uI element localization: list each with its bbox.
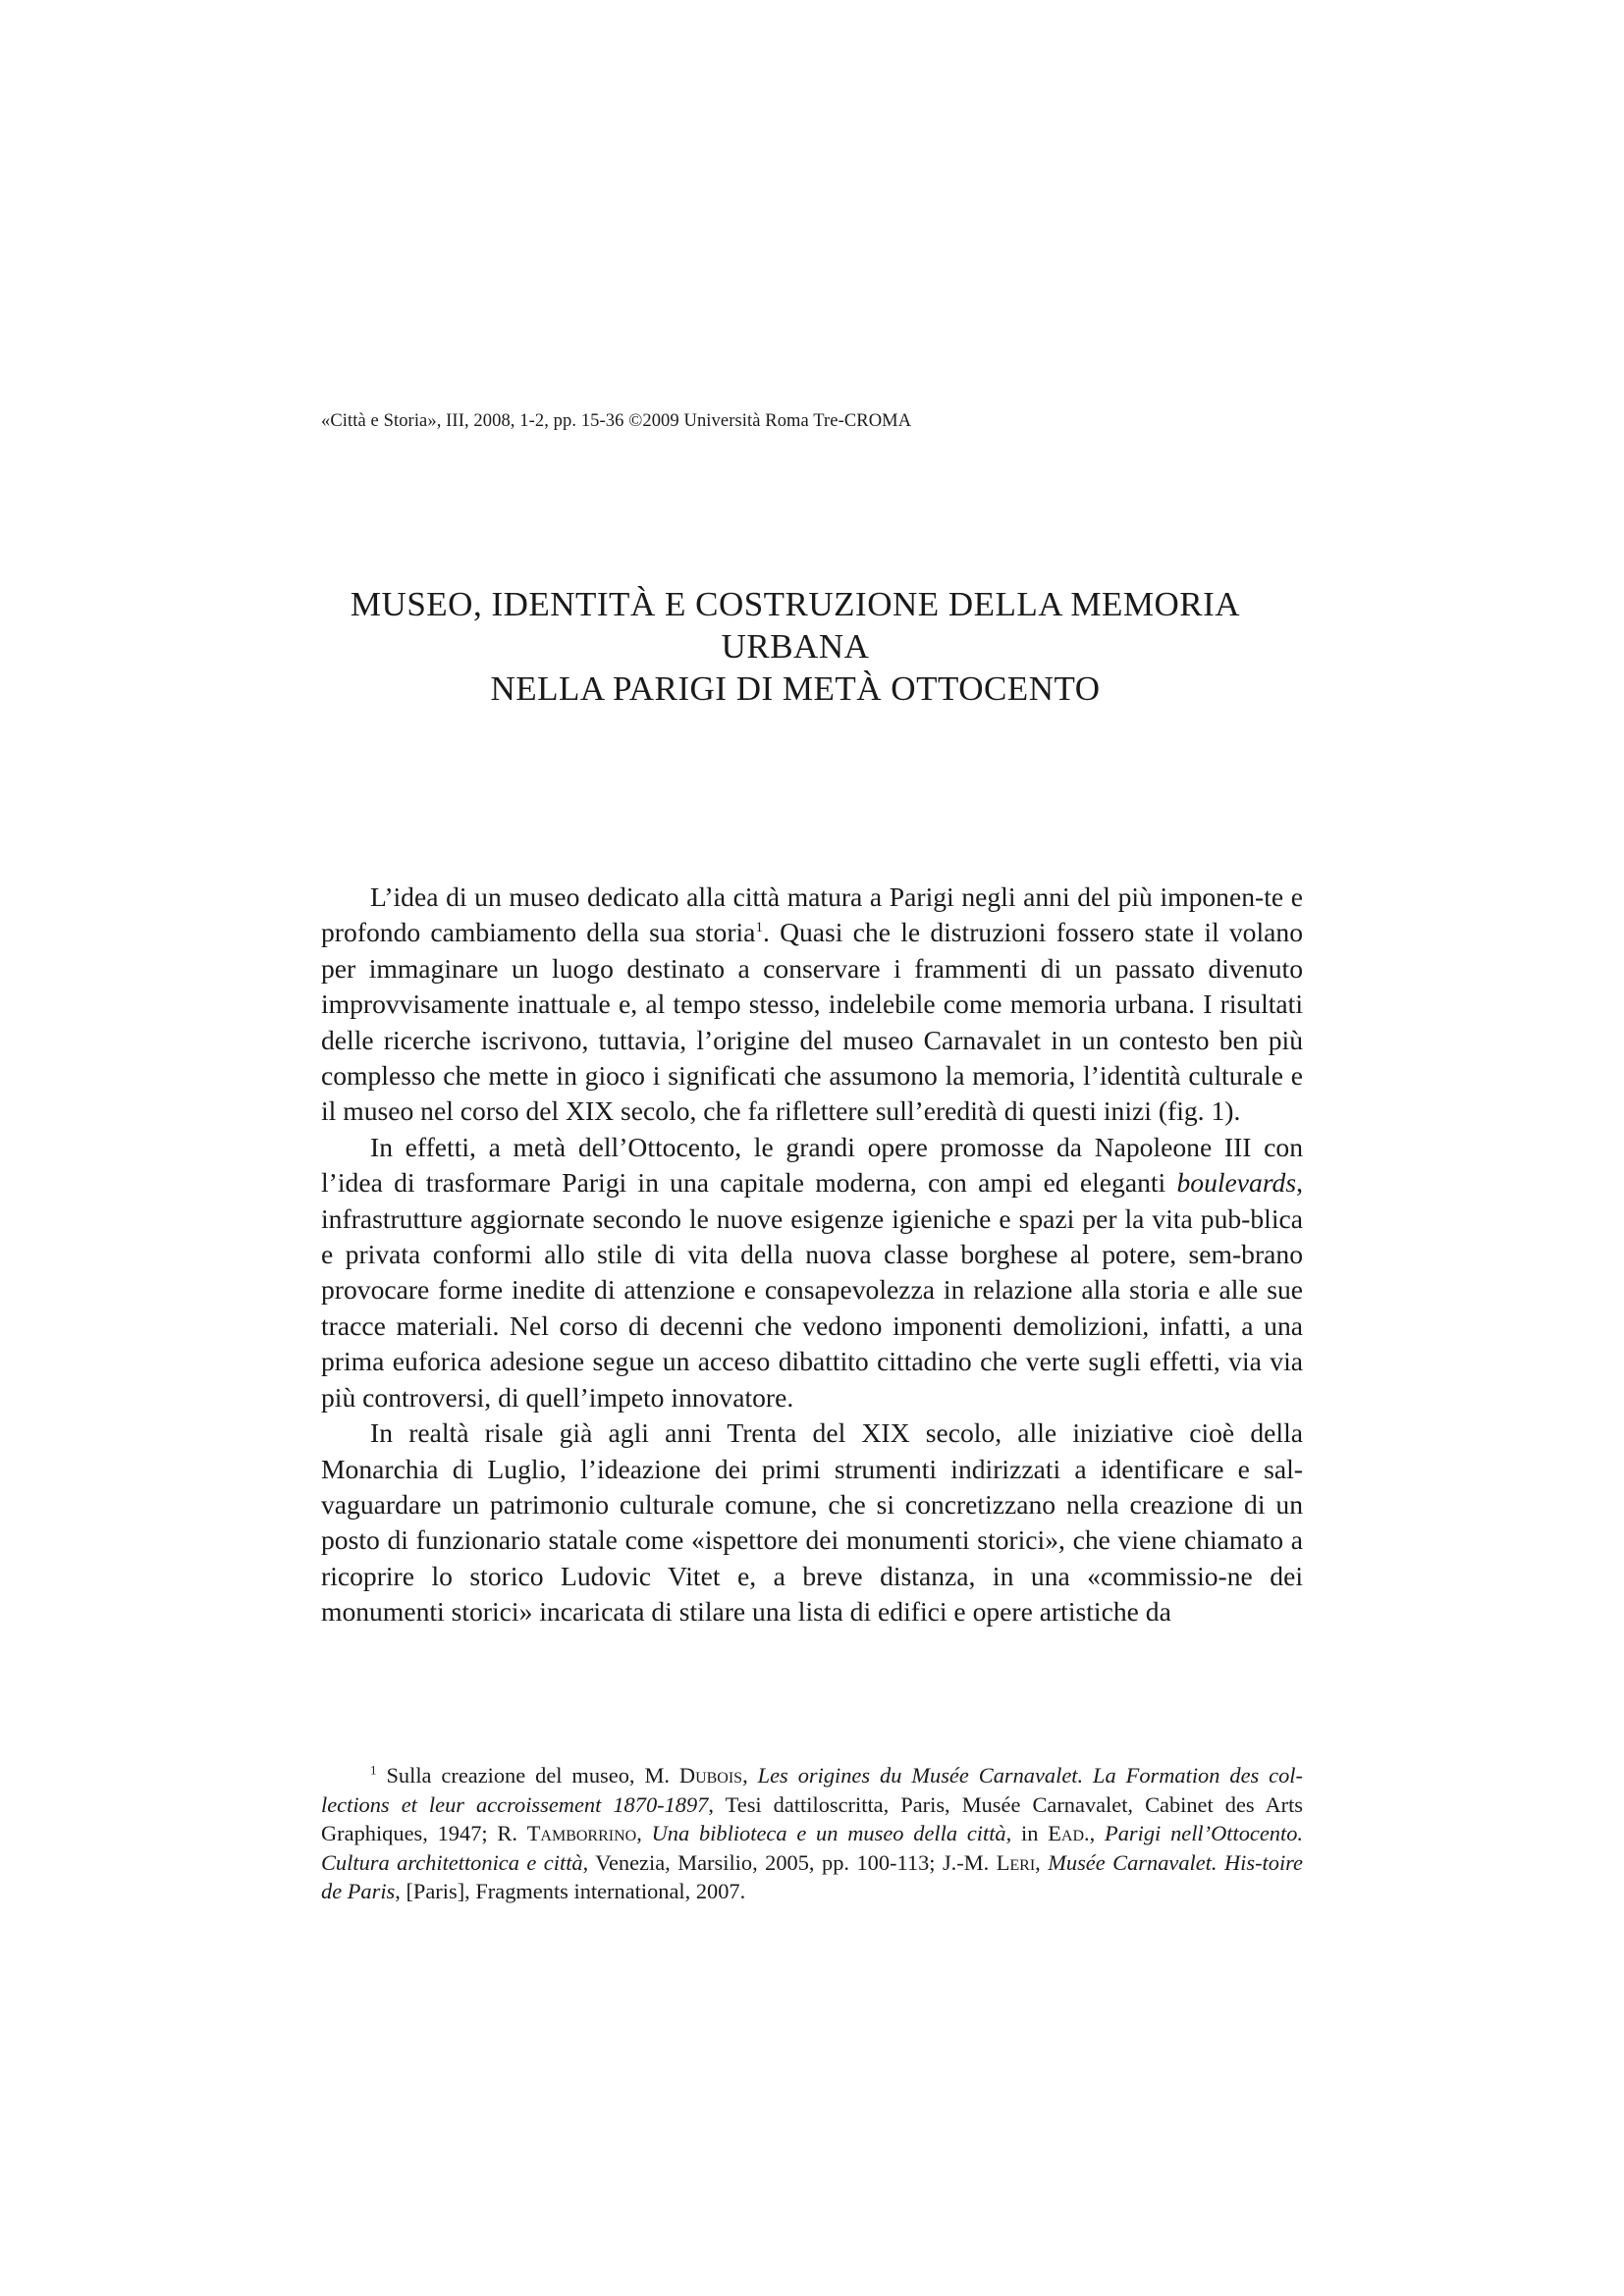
footnotes (321, 1761, 1303, 1906)
paragraph-2 (321, 1130, 1303, 1415)
paragraph-2-text-a: In effetti, a metà dell’Ottocento, le grandi opere promosse da Napoleone III con l’idea di trasformare Parigi in una capitale moderna, con ampi ed eleganti (321, 1131, 1303, 1199)
article-title (295, 583, 1296, 710)
paragraph-2-italic: boulevards (1176, 1167, 1297, 1199)
footnote-text: Sulla creazione del museo, M. (376, 1763, 679, 1788)
paragraph-1-text-b: . Quasi che le distruzioni fossero state il volano per immaginare un luogo destinato a conservare i frammenti di un passato divenuto improvvisamente inattuale e, al tempo stesso, indelebile come memoria urbana. I risultati delle ricerche iscrivono, tuttavia, l’origine del museo Carnavalet in un contesto ben più complesso che mette in gioco i significati che assumono la memoria, l’identità culturale e il museo nel corso del XIX secolo, che fa riflettere sull’eredità di questi inizi (fig. 1). (321, 917, 1303, 1127)
footnote-1 (321, 1761, 1303, 1906)
article-body (321, 880, 1303, 1630)
footnote-work-title: Les origines du Musée Carnavalet. La Formation des col-lections et leur accroissement 1870-1897 (321, 1763, 1303, 1817)
paragraph-1 (321, 880, 1303, 1130)
footnote-text: , (742, 1763, 758, 1788)
footnote-text: , Tesi dattiloscritta, Paris, Musée Carnavalet, Cabinet des Arts Graphiques, 1947; R. (321, 1791, 1304, 1845)
footnote-author: Dubois (678, 1763, 743, 1788)
footnote-text: , (1035, 1849, 1049, 1875)
footnote-text: , [Paris], Fragments international, 2007. (395, 1879, 746, 1903)
footnote-work-title: Una biblioteca e un museo della città (651, 1821, 1006, 1845)
footnote-author: Ead. (1048, 1821, 1090, 1845)
article-title-line-2: NELLA PARIGI DI METÀ OTTOCENTO (490, 669, 1101, 708)
footnote-text: , (1089, 1821, 1106, 1845)
footnote-work-title: Musée Carnavalet. His-toire de Paris (321, 1849, 1303, 1903)
footnote-text: , Venezia, Marsilio, 2005, pp. 100-113; J.-M. (582, 1849, 997, 1875)
footnote-author: Leri (996, 1849, 1036, 1875)
paragraph-3: In realtà risale già agli anni Trenta del XIX secolo, alle iniziative cioè della Monarchia di Luglio, l’ideazione dei primi strumenti indirizzati a identificare e sal-vaguardare un patrimonio culturale comune, che si concretizzano nella creazione di un posto di funzionario statale come «ispettore dei monumenti storici», che viene chiamato a ricoprire lo storico Ludovic Vitet e, a breve distanza, in una «commissio-ne dei monumenti storici» incaricata di stilare una lista di edifici e opere artistiche da (321, 1417, 1303, 1628)
footnote-text: , (636, 1821, 652, 1845)
footnote-reference[interactable]: 1 (755, 920, 763, 936)
paragraph-1-text-a: L’idea di un museo dedicato alla città matura a Parigi negli anni del più imponen-te e profondo cambiamento della sua storia (321, 881, 1303, 948)
footnote-author: Tamborrino (526, 1821, 637, 1845)
journal-citation: «Città e Storia», III, 2008, 1-2, pp. 15-36 ©2009 Università Roma Tre-CROMA (321, 411, 912, 431)
article-title-line-1: MUSEO, IDENTITÀ E COSTRUZIONE DELLA MEMORIA URBANA (350, 585, 1241, 666)
paragraph-2-text-b: , infrastrutture aggiornate secondo le nuove esigenze igieniche e spazi per la vita pub-blica e privata conformi allo stile di vita della nuova classe borghese al potere, sem-brano provocare forme inedite di attenzione e consapevolezza in relazione alla storia e alle sue tracce materiali. Nel corso di decenni che vedono imponenti demolizioni, infatti, a una prima euforica adesione segue un acceso dibattito cittadino che verte sugli effetti, via via più controversi, di quell’impeto innovatore. (321, 1167, 1303, 1413)
footnote-number: 1 (370, 1762, 377, 1778)
footnote-work-title: Parigi nell’Ottocento. Cultura architettonica e città (321, 1821, 1303, 1875)
footnote-text: , in (1005, 1821, 1049, 1845)
